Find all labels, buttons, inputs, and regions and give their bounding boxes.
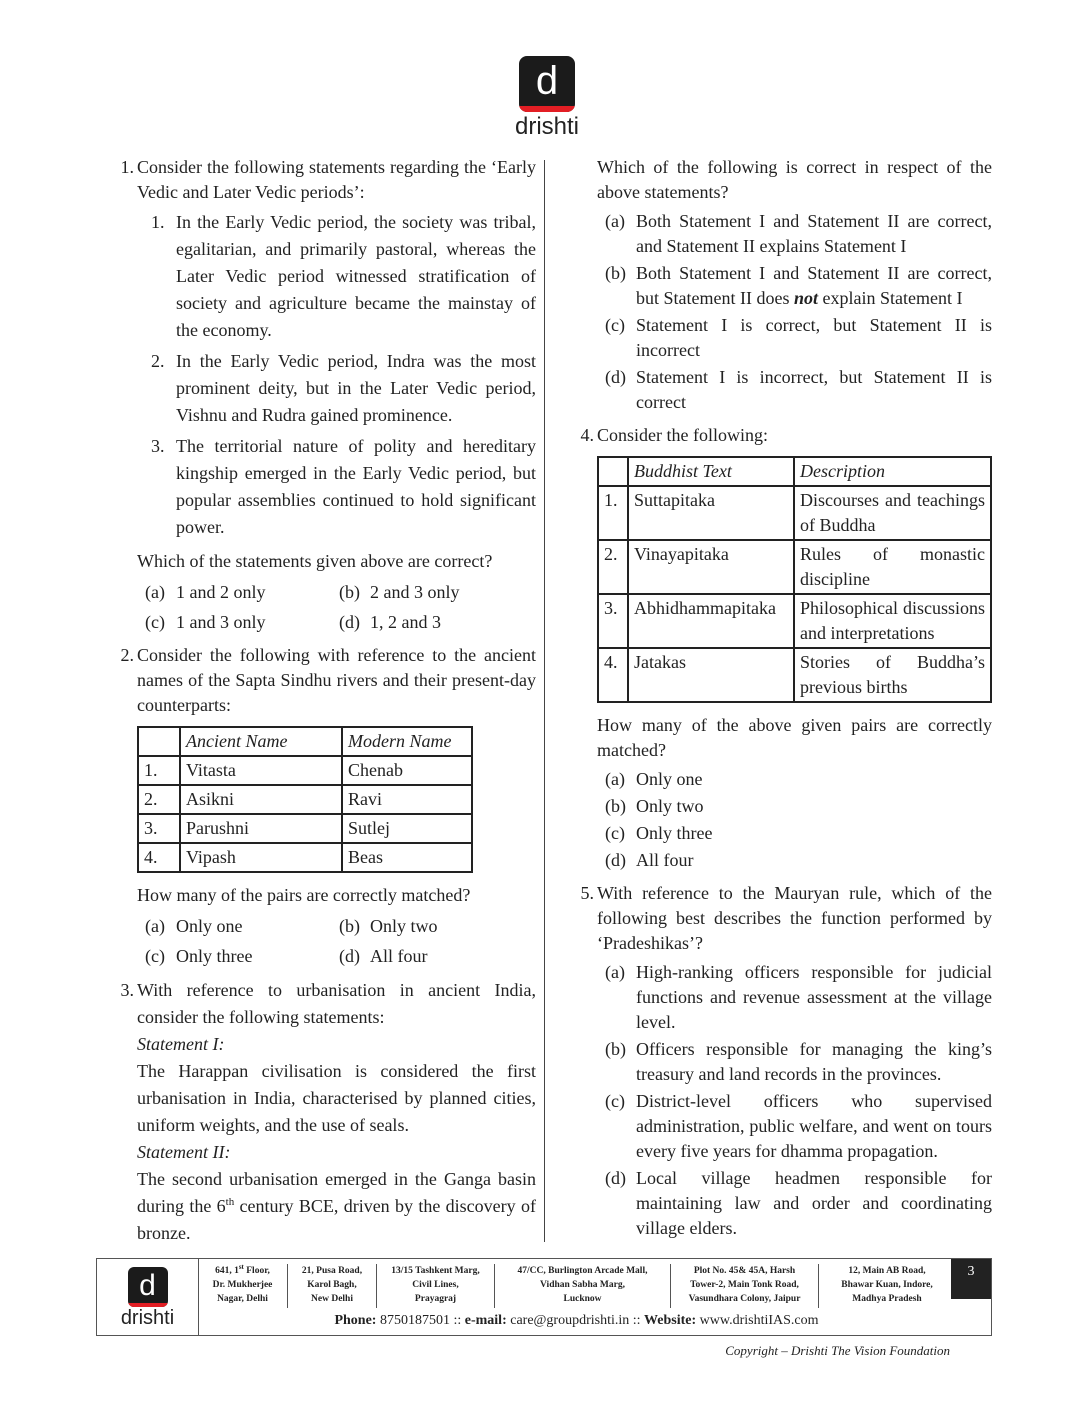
question-2: 2. Consider the following with reference to the ancient names of the Sapta Sindhu rivers and their present-day counterparts: Ancient Name Modern Name 1. Vitasta Chenab 2. Asikni Ravi 3. Parushni Sutlej 4. Vipash Beas How many of the pairs are correctly matched? (a) Only one (b) Only two (c) Only three (d) All four (108, 643, 536, 969)
table-header-row: Ancient Name Modern Name (138, 727, 472, 756)
statement-item: 2. In the Early Vedic period, Indra was the most prominent deity, but in the Later Vedic period, Vishnu and Rudra gained prominence. (151, 351, 536, 425)
question-prompt: Which of the statements given above are correct? (137, 551, 493, 571)
left-column (108, 155, 536, 1255)
option-b[interactable]: (b) Both Statement I and Statement II are correct, but Statement II does not explain Statement I (605, 263, 992, 308)
statement-item: 1. In the Early Vedic period, the society was tribal, egalitarian, and primarily pastoral, whereas the Later Vedic period witnessed stratification of society and agriculture became the mainstay of the economy. (151, 212, 536, 340)
option-d[interactable]: (d) All four (339, 946, 428, 966)
option-b[interactable]: (b) Only two (605, 796, 704, 816)
question-4: 4. Consider the following: Buddhist Text Description 1. Suttapitaka Discourses and teachings of Buddha 2. Vinayapitaka Rules of monastic discipline 3. Abhidhammapitaka Philosophical discussions and interpretations 4. Jatakas Stories of Buddha’s previous births How many of the above given pairs are correctly matched? (a) Only one (b) Only two (c) Only three (d) All four (568, 423, 992, 873)
table-row: 1. Suttapitaka Discourses and teachings of Buddha (598, 486, 991, 540)
table-row: 2. Vinayapitaka Rules of monastic discipline (598, 540, 991, 594)
option-list (605, 960, 992, 1241)
phone-number[interactable]: 8750187501 (379, 1313, 450, 1328)
option-c[interactable]: (c) 1 and 3 only (145, 612, 266, 632)
question-stem: Consider the following statements regarding the ‘Early Vedic and Later Vedic periods’: (137, 157, 536, 202)
address-delhi-karol-bagh: 21, Pusa Road, Karol Bagh, New Delhi (288, 1264, 377, 1308)
table-header-row: Buddhist Text Description (598, 457, 991, 486)
option-c[interactable]: (c) Statement I is correct, but Statement II is incorrect (605, 315, 992, 360)
question-stem: With reference to urbanisation in ancient India, consider the following statements: (137, 980, 536, 1027)
footer-logo (97, 1259, 199, 1335)
option-list (145, 914, 536, 969)
page-number: 3 (951, 1259, 991, 1299)
option-a[interactable]: (a) 1 and 2 only (145, 582, 266, 602)
brand-name: drishti (514, 113, 580, 140)
address-strip (198, 1259, 955, 1309)
statement-2-text: The second urbanisation emerged in the Ganga basin during the 6th century BCE, driven by the discovery of bronze. (137, 1169, 536, 1243)
option-a[interactable]: (a) Only one (145, 916, 243, 936)
option-a[interactable]: (a) Both Statement I and Statement II are correct, and Statement II explains Statement I (605, 211, 992, 256)
email-link[interactable]: care@groupdrishti.in (510, 1313, 630, 1328)
option-a[interactable]: (a) Only one (605, 769, 703, 789)
right-column (568, 155, 992, 1249)
table-row: 4. Jatakas Stories of Buddha’s previous births (598, 648, 991, 702)
address-lucknow: 47/CC, Burlington Arcade Mall, Vidhan Sabha Marg, Lucknow (495, 1264, 671, 1308)
table-row: 3. Parushni Sutlej (138, 814, 472, 843)
header-logo (500, 56, 594, 142)
table-row: 4. Vipash Beas (138, 843, 472, 872)
question-1: 1. Consider the following statements regarding the ‘Early Vedic and Later Vedic periods’: 1. In the Early Vedic period, the society was tribal, egalitarian, and primarily pastoral, whereas the Later Vedic period witnessed stratification of society and agriculture became the mainstay of the economy. 2. In the Early Vedic period, Indra was the most prominent deity, but in the Later Vedic period, Vishnu and Rudra gained prominence. 3. The territorial nature of polity and hereditary kingship emerged in the Early Vedic period, but popular assemblies continued to hold significant power. Which of the statements given above are correct? (a) 1 and 2 only (b) 2 and 3 only (c) 1 and 3 only (d) 1, 2 and 3 (108, 155, 536, 635)
question-stem: With reference to the Mauryan rule, which of the following best describes the function performed by ‘Pradeshikas’? (597, 883, 992, 953)
option-d[interactable]: (d) 1, 2 and 3 (339, 612, 441, 632)
page-footer (96, 1258, 992, 1336)
statement-1-label: Statement I: (137, 1034, 225, 1054)
question-3: 3. With reference to urbanisation in ancient India, consider the following statements: Statement I: The Harappan civilisation is considered the first urbanisation in India, characterised by planned cities, uniform weights, and the use of seals. Statement II: The second urbanisation emerged in the Ganga basin during the 6th century BCE, driven by the discovery of bronze. (108, 977, 536, 1247)
question-stem: Consider the following with reference to the ancient names of the Sapta Sindhu rivers and their present-day counterparts: (137, 645, 536, 715)
option-list (605, 209, 992, 415)
address-prayagraj: 13/15 Tashkent Marg, Civil Lines, Prayagraj (377, 1264, 495, 1308)
question-3-continued (568, 155, 992, 415)
option-d[interactable]: (d) All four (605, 850, 694, 870)
logo-icon: d (128, 1267, 168, 1307)
statement-item: 3. The territorial nature of polity and hereditary kingship emerged in the Early Vedic period, but popular assemblies continued to hold significant power. (151, 436, 536, 537)
brand-name: drishti (120, 1307, 175, 1329)
question-prompt: How many of the pairs are correctly matched? (137, 885, 471, 905)
option-b[interactable]: (b) Only two (339, 916, 438, 936)
option-d[interactable]: (d) Local village headmen responsible for maintaining law and order and coordinating village elders. (605, 1168, 992, 1238)
address-delhi-mukherjee: 641, 1st Floor, Dr. Mukherjee Nagar, Delhi (198, 1264, 288, 1308)
buddhist-texts-table (597, 456, 992, 703)
option-c[interactable]: (c) District-level officers who supervised administration, public welfare, and went on tours every five years for dhamma propagation. (605, 1091, 992, 1161)
question-prompt: How many of the above given pairs are correctly matched? (597, 715, 992, 760)
question-5: 5. With reference to the Mauryan rule, which of the following best describes the function performed by ‘Pradeshikas’? (a) High-ranking officers responsible for judicial functions and revenue assessment at the village level. (b) Officers responsible for managing the king’s treasury and land records in the provinces. (c) District-level officers who supervised administration, public welfare, and went on tours every five years for dhamma propagation. (d) Local village headmen responsible for maintaining law and order and coordinating village elders. (568, 881, 992, 1241)
address-jaipur: Plot No. 45& 45A, Harsh Tower-2, Main Tonk Road, Vasundhara Colony, Jaipur (671, 1264, 819, 1308)
statement-list (137, 209, 536, 541)
logo-icon: d (519, 56, 575, 112)
option-d[interactable]: (d) Statement I is incorrect, but Statement II is correct (605, 367, 992, 412)
option-c[interactable]: (c) Only three (605, 823, 713, 843)
question-stem: Consider the following: (597, 425, 768, 445)
statement-2-label: Statement II: (137, 1142, 231, 1162)
option-b[interactable]: (b) 2 and 3 only (339, 582, 460, 602)
table-row: 1. Vitasta Chenab (138, 756, 472, 785)
option-list (605, 767, 992, 873)
rivers-table (137, 726, 473, 873)
option-b[interactable]: (b) Officers responsible for managing the king’s treasury and land records in the provinces. (605, 1039, 992, 1084)
contact-line: Phone: 8750187501 :: e-mail: care@groupdrishti.in :: Website: www.drishtiIAS.com (334, 1313, 819, 1328)
statement-1-text: The Harappan civilisation is considered the first urbanisation in India, characterised by planned cities, uniform weights, and the use of seals. (137, 1061, 536, 1135)
column-divider (544, 160, 545, 1242)
option-list (145, 580, 536, 635)
copyright-note: Copyright – Drishti The Vision Foundation (725, 1343, 950, 1358)
table-row: 2. Asikni Ravi (138, 785, 472, 814)
address-indore: 12, Main AB Road, Bhawar Kuan, Indore, Madhya Pradesh (841, 1266, 933, 1304)
option-c[interactable]: (c) Only three (145, 946, 253, 966)
table-row: 3. Abhidhammapitaka Philosophical discussions and interpretations (598, 594, 991, 648)
website-link[interactable]: www.drishtiIAS.com (699, 1313, 819, 1328)
question-prompt: Which of the following is correct in respect of the above statements? (597, 157, 992, 202)
option-a[interactable]: (a) High-ranking officers responsible for judicial functions and revenue assessment at the village level. (605, 962, 992, 1032)
